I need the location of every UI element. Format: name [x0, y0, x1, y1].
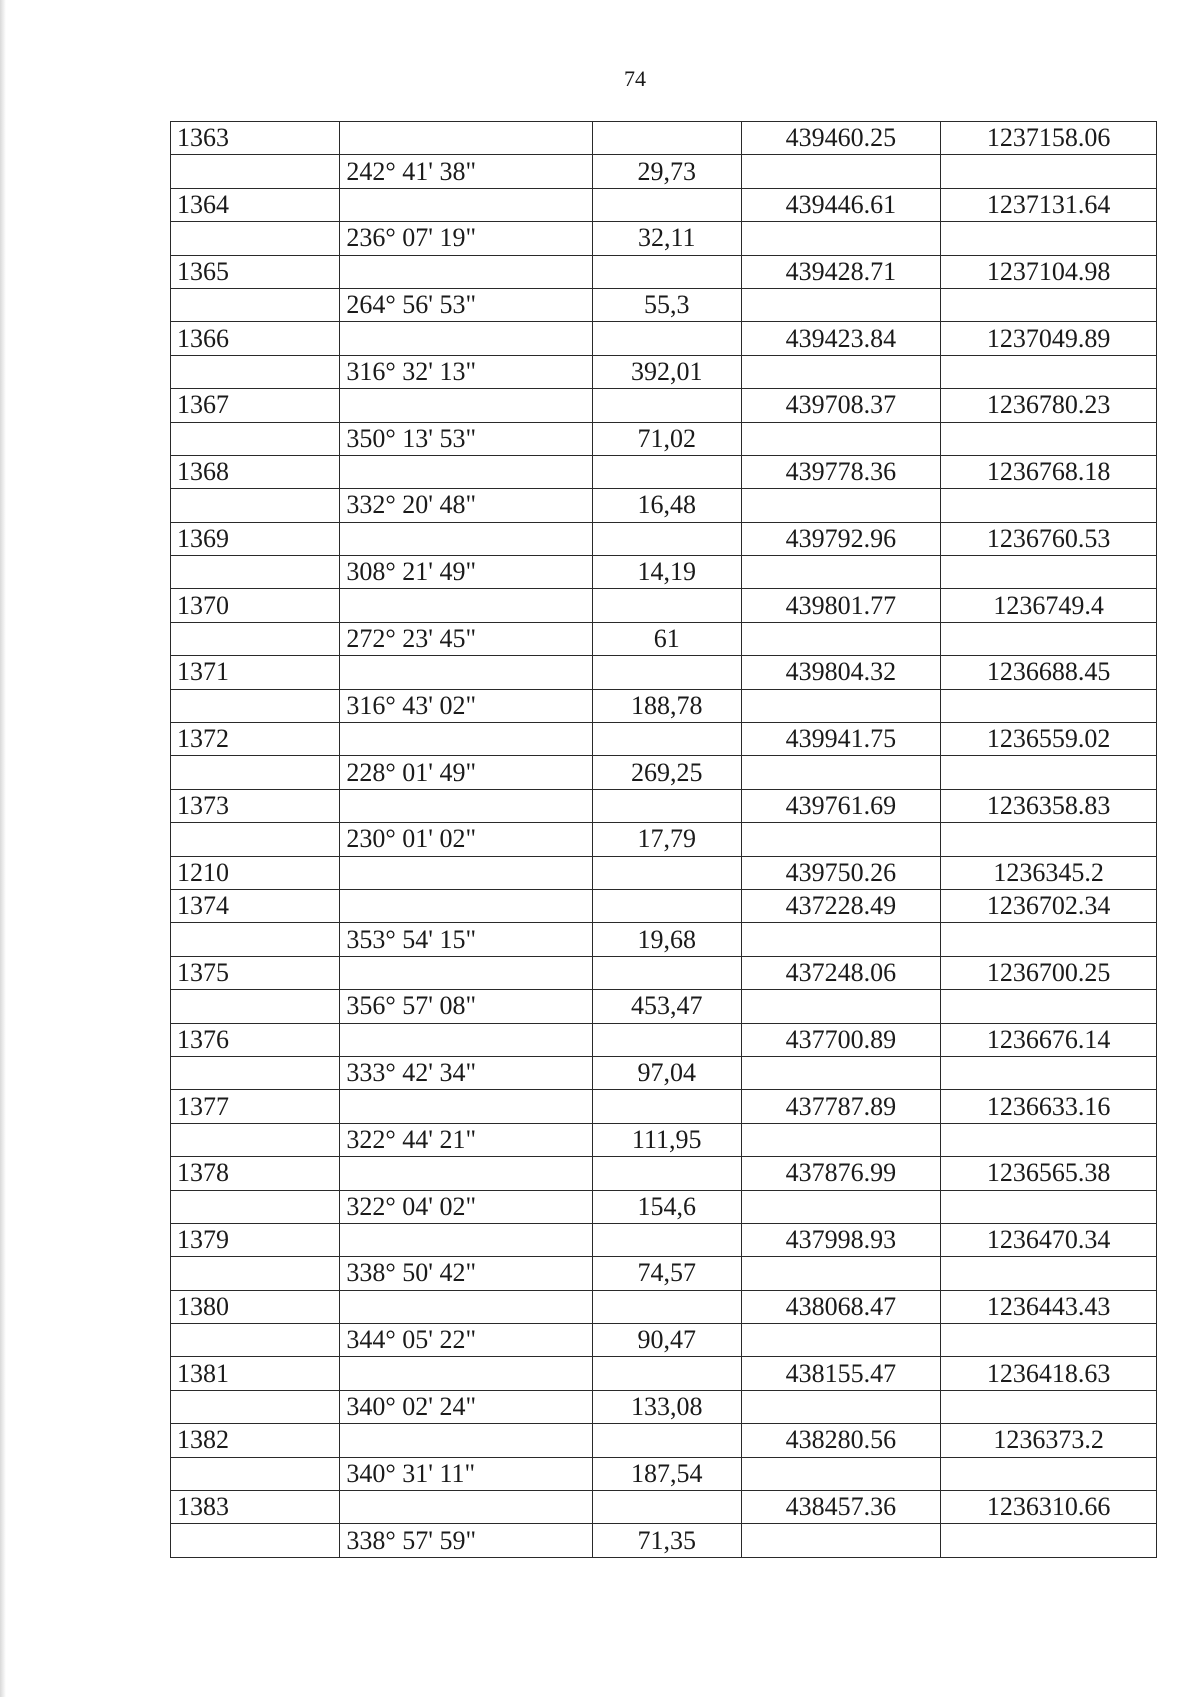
y-coordinate-cell — [941, 355, 1157, 388]
distance-cell — [592, 1290, 741, 1323]
distance-cell — [592, 1157, 741, 1190]
y-coordinate-cell — [941, 1524, 1157, 1557]
point-number-cell: 1373 — [171, 789, 340, 822]
distance-cell — [592, 322, 741, 355]
y-coordinate-cell: 1236768.18 — [941, 455, 1157, 488]
table-row — [171, 188, 1157, 221]
point-number-cell — [171, 923, 340, 956]
y-coordinate-cell — [941, 1324, 1157, 1357]
direction-angle-cell — [340, 188, 592, 221]
x-coordinate-cell — [741, 823, 941, 856]
table-row — [171, 1324, 1157, 1357]
y-coordinate-cell: 1236470.34 — [941, 1223, 1157, 1256]
table-row — [171, 1390, 1157, 1423]
point-number-cell: 1372 — [171, 723, 340, 756]
distance-cell — [592, 789, 741, 822]
distance-cell: 74,57 — [592, 1257, 741, 1290]
distance-cell — [592, 889, 741, 922]
direction-angle-cell — [340, 255, 592, 288]
x-coordinate-cell — [741, 1390, 941, 1423]
distance-cell — [592, 656, 741, 689]
table-row — [171, 556, 1157, 589]
direction-angle-cell: 350° 13' 53" — [340, 422, 592, 455]
distance-cell: 392,01 — [592, 355, 741, 388]
table-row — [171, 956, 1157, 989]
direction-angle-cell: 344° 05' 22" — [340, 1324, 592, 1357]
direction-angle-cell — [340, 1290, 592, 1323]
direction-angle-cell — [340, 956, 592, 989]
point-number-cell: 1369 — [171, 522, 340, 555]
table-row — [171, 322, 1157, 355]
direction-angle-cell — [340, 656, 592, 689]
point-number-cell — [171, 222, 340, 255]
distance-cell: 32,11 — [592, 222, 741, 255]
direction-angle-cell: 322° 44' 21" — [340, 1123, 592, 1156]
point-number-cell — [171, 1324, 340, 1357]
y-coordinate-cell: 1236559.02 — [941, 723, 1157, 756]
direction-angle-cell: 316° 43' 02" — [340, 689, 592, 722]
coordinates-table-container — [170, 121, 1157, 1558]
table-row — [171, 923, 1157, 956]
direction-angle-cell: 272° 23' 45" — [340, 622, 592, 655]
direction-angle-cell — [340, 122, 592, 155]
point-number-cell: 1371 — [171, 656, 340, 689]
distance-cell: 19,68 — [592, 923, 741, 956]
table-row — [171, 155, 1157, 188]
y-coordinate-cell — [941, 622, 1157, 655]
y-coordinate-cell — [941, 489, 1157, 522]
x-coordinate-cell — [741, 756, 941, 789]
y-coordinate-cell: 1237104.98 — [941, 255, 1157, 288]
x-coordinate-cell: 439460.25 — [741, 122, 941, 155]
table-row — [171, 1223, 1157, 1256]
y-coordinate-cell — [941, 1056, 1157, 1089]
distance-cell: 61 — [592, 622, 741, 655]
point-number-cell — [171, 1190, 340, 1223]
x-coordinate-cell — [741, 1257, 941, 1290]
distance-cell — [592, 956, 741, 989]
direction-angle-cell: 356° 57' 08" — [340, 990, 592, 1023]
table-row — [171, 1257, 1157, 1290]
point-number-cell: 1379 — [171, 1223, 340, 1256]
distance-cell — [592, 1023, 741, 1056]
x-coordinate-cell: 437248.06 — [741, 956, 941, 989]
table-row — [171, 1123, 1157, 1156]
distance-cell — [592, 522, 741, 555]
table-row — [171, 723, 1157, 756]
y-coordinate-cell — [941, 288, 1157, 321]
point-number-cell: 1375 — [171, 956, 340, 989]
x-coordinate-cell — [741, 923, 941, 956]
table-row — [171, 355, 1157, 388]
direction-angle-cell: 308° 21' 49" — [340, 556, 592, 589]
x-coordinate-cell: 439801.77 — [741, 589, 941, 622]
distance-cell — [592, 589, 741, 622]
table-row — [171, 689, 1157, 722]
direction-angle-cell — [340, 1223, 592, 1256]
point-number-cell: 1368 — [171, 455, 340, 488]
y-coordinate-cell: 1236310.66 — [941, 1491, 1157, 1524]
direction-angle-cell — [340, 789, 592, 822]
x-coordinate-cell: 438068.47 — [741, 1290, 941, 1323]
direction-angle-cell — [340, 455, 592, 488]
x-coordinate-cell — [741, 556, 941, 589]
x-coordinate-cell: 438280.56 — [741, 1424, 941, 1457]
y-coordinate-cell: 1236633.16 — [941, 1090, 1157, 1123]
direction-angle-cell — [340, 589, 592, 622]
table-row — [171, 823, 1157, 856]
x-coordinate-cell: 439792.96 — [741, 522, 941, 555]
point-number-cell: 1376 — [171, 1023, 340, 1056]
table-row — [171, 1023, 1157, 1056]
coordinates-table-body — [171, 122, 1157, 1558]
x-coordinate-cell: 439778.36 — [741, 455, 941, 488]
distance-cell — [592, 455, 741, 488]
table-row — [171, 1290, 1157, 1323]
y-coordinate-cell: 1236676.14 — [941, 1023, 1157, 1056]
distance-cell: 16,48 — [592, 489, 741, 522]
point-number-cell — [171, 355, 340, 388]
point-number-cell: 1378 — [171, 1157, 340, 1190]
point-number-cell — [171, 556, 340, 589]
y-coordinate-cell: 1236358.83 — [941, 789, 1157, 822]
direction-angle-cell — [340, 723, 592, 756]
distance-cell: 453,47 — [592, 990, 741, 1023]
distance-cell: 14,19 — [592, 556, 741, 589]
point-number-cell: 1382 — [171, 1424, 340, 1457]
distance-cell — [592, 856, 741, 889]
point-number-cell — [171, 1524, 340, 1557]
table-row — [171, 389, 1157, 422]
direction-angle-cell: 353° 54' 15" — [340, 923, 592, 956]
x-coordinate-cell — [741, 222, 941, 255]
table-row — [171, 1357, 1157, 1390]
y-coordinate-cell — [941, 1123, 1157, 1156]
direction-angle-cell — [340, 1157, 592, 1190]
point-number-cell — [171, 756, 340, 789]
table-row — [171, 1157, 1157, 1190]
scan-edge-shadow — [0, 0, 6, 1697]
x-coordinate-cell: 439423.84 — [741, 322, 941, 355]
point-number-cell — [171, 489, 340, 522]
x-coordinate-cell: 437700.89 — [741, 1023, 941, 1056]
y-coordinate-cell — [941, 1257, 1157, 1290]
page-number: 74 — [624, 66, 646, 91]
direction-angle-cell — [340, 389, 592, 422]
y-coordinate-cell — [941, 1390, 1157, 1423]
y-coordinate-cell: 1236780.23 — [941, 389, 1157, 422]
y-coordinate-cell: 1236443.43 — [941, 1290, 1157, 1323]
coordinates-table — [170, 121, 1157, 1558]
y-coordinate-cell: 1236700.25 — [941, 956, 1157, 989]
y-coordinate-cell: 1236749.4 — [941, 589, 1157, 622]
y-coordinate-cell: 1236702.34 — [941, 889, 1157, 922]
point-number-cell: 1367 — [171, 389, 340, 422]
distance-cell: 188,78 — [592, 689, 741, 722]
x-coordinate-cell: 437787.89 — [741, 1090, 941, 1123]
distance-cell — [592, 1357, 741, 1390]
point-number-cell: 1365 — [171, 255, 340, 288]
direction-angle-cell: 340° 02' 24" — [340, 1390, 592, 1423]
direction-angle-cell: 264° 56' 53" — [340, 288, 592, 321]
x-coordinate-cell: 439708.37 — [741, 389, 941, 422]
x-coordinate-cell — [741, 1324, 941, 1357]
x-coordinate-cell: 439446.61 — [741, 188, 941, 221]
direction-angle-cell: 242° 41' 38" — [340, 155, 592, 188]
point-number-cell: 1366 — [171, 322, 340, 355]
y-coordinate-cell: 1237158.06 — [941, 122, 1157, 155]
x-coordinate-cell — [741, 489, 941, 522]
direction-angle-cell — [340, 889, 592, 922]
y-coordinate-cell — [941, 1457, 1157, 1490]
direction-angle-cell: 236° 07' 19" — [340, 222, 592, 255]
table-row — [171, 1491, 1157, 1524]
table-row — [171, 522, 1157, 555]
point-number-cell: 1377 — [171, 1090, 340, 1123]
point-number-cell: 1381 — [171, 1357, 340, 1390]
x-coordinate-cell: 437998.93 — [741, 1223, 941, 1256]
x-coordinate-cell — [741, 1190, 941, 1223]
x-coordinate-cell: 437228.49 — [741, 889, 941, 922]
point-number-cell: 1374 — [171, 889, 340, 922]
x-coordinate-cell — [741, 1123, 941, 1156]
distance-cell: 133,08 — [592, 1390, 741, 1423]
y-coordinate-cell — [941, 422, 1157, 455]
y-coordinate-cell — [941, 990, 1157, 1023]
y-coordinate-cell — [941, 923, 1157, 956]
table-row — [171, 1457, 1157, 1490]
y-coordinate-cell — [941, 556, 1157, 589]
point-number-cell: 1364 — [171, 188, 340, 221]
table-row — [171, 455, 1157, 488]
direction-angle-cell: 332° 20' 48" — [340, 489, 592, 522]
y-coordinate-cell — [941, 689, 1157, 722]
direction-angle-cell: 316° 32' 13" — [340, 355, 592, 388]
table-row — [171, 422, 1157, 455]
table-row — [171, 1056, 1157, 1089]
distance-cell — [592, 1090, 741, 1123]
direction-angle-cell: 322° 04' 02" — [340, 1190, 592, 1223]
distance-cell: 71,35 — [592, 1524, 741, 1557]
distance-cell: 154,6 — [592, 1190, 741, 1223]
x-coordinate-cell: 439428.71 — [741, 255, 941, 288]
distance-cell — [592, 1223, 741, 1256]
distance-cell — [592, 255, 741, 288]
y-coordinate-cell — [941, 756, 1157, 789]
point-number-cell: 1380 — [171, 1290, 340, 1323]
point-number-cell — [171, 1257, 340, 1290]
x-coordinate-cell: 439941.75 — [741, 723, 941, 756]
x-coordinate-cell: 438155.47 — [741, 1357, 941, 1390]
direction-angle-cell: 230° 01' 02" — [340, 823, 592, 856]
distance-cell — [592, 389, 741, 422]
table-row — [171, 122, 1157, 155]
table-row — [171, 990, 1157, 1023]
x-coordinate-cell: 439804.32 — [741, 656, 941, 689]
distance-cell: 269,25 — [592, 756, 741, 789]
direction-angle-cell — [340, 1424, 592, 1457]
y-coordinate-cell: 1237049.89 — [941, 322, 1157, 355]
x-coordinate-cell — [741, 990, 941, 1023]
y-coordinate-cell — [941, 823, 1157, 856]
y-coordinate-cell: 1236760.53 — [941, 522, 1157, 555]
direction-angle-cell — [340, 1023, 592, 1056]
point-number-cell — [171, 622, 340, 655]
y-coordinate-cell: 1236345.2 — [941, 856, 1157, 889]
x-coordinate-cell: 438457.36 — [741, 1491, 941, 1524]
distance-cell — [592, 1491, 741, 1524]
x-coordinate-cell — [741, 622, 941, 655]
distance-cell — [592, 723, 741, 756]
point-number-cell — [171, 1056, 340, 1089]
distance-cell — [592, 1424, 741, 1457]
direction-angle-cell — [340, 1090, 592, 1123]
distance-cell — [592, 188, 741, 221]
table-row — [171, 255, 1157, 288]
x-coordinate-cell — [741, 155, 941, 188]
y-coordinate-cell: 1236688.45 — [941, 656, 1157, 689]
y-coordinate-cell — [941, 222, 1157, 255]
x-coordinate-cell: 439761.69 — [741, 789, 941, 822]
x-coordinate-cell — [741, 355, 941, 388]
table-row — [171, 1090, 1157, 1123]
table-row — [171, 889, 1157, 922]
direction-angle-cell — [340, 522, 592, 555]
distance-cell: 90,47 — [592, 1324, 741, 1357]
direction-angle-cell: 228° 01' 49" — [340, 756, 592, 789]
point-number-cell — [171, 1123, 340, 1156]
x-coordinate-cell — [741, 1524, 941, 1557]
table-row — [171, 656, 1157, 689]
direction-angle-cell: 338° 50' 42" — [340, 1257, 592, 1290]
point-number-cell: 1210 — [171, 856, 340, 889]
x-coordinate-cell — [741, 1056, 941, 1089]
table-row — [171, 1424, 1157, 1457]
table-row — [171, 222, 1157, 255]
point-number-cell: 1363 — [171, 122, 340, 155]
distance-cell: 97,04 — [592, 1056, 741, 1089]
table-row — [171, 789, 1157, 822]
y-coordinate-cell — [941, 155, 1157, 188]
table-row — [171, 489, 1157, 522]
distance-cell: 55,3 — [592, 288, 741, 321]
x-coordinate-cell — [741, 1457, 941, 1490]
direction-angle-cell — [340, 856, 592, 889]
point-number-cell — [171, 823, 340, 856]
point-number-cell — [171, 155, 340, 188]
table-row — [171, 1524, 1157, 1557]
direction-angle-cell: 333° 42' 34" — [340, 1056, 592, 1089]
distance-cell — [592, 122, 741, 155]
point-number-cell — [171, 422, 340, 455]
x-coordinate-cell: 439750.26 — [741, 856, 941, 889]
table-row — [171, 288, 1157, 321]
x-coordinate-cell: 437876.99 — [741, 1157, 941, 1190]
table-row — [171, 856, 1157, 889]
point-number-cell — [171, 288, 340, 321]
table-row — [171, 756, 1157, 789]
point-number-cell — [171, 1390, 340, 1423]
point-number-cell — [171, 990, 340, 1023]
distance-cell: 111,95 — [592, 1123, 741, 1156]
point-number-cell: 1383 — [171, 1491, 340, 1524]
y-coordinate-cell: 1236373.2 — [941, 1424, 1157, 1457]
point-number-cell: 1370 — [171, 589, 340, 622]
point-number-cell — [171, 689, 340, 722]
y-coordinate-cell: 1237131.64 — [941, 188, 1157, 221]
distance-cell: 187,54 — [592, 1457, 741, 1490]
distance-cell: 17,79 — [592, 823, 741, 856]
x-coordinate-cell — [741, 689, 941, 722]
point-number-cell — [171, 1457, 340, 1490]
direction-angle-cell: 338° 57' 59" — [340, 1524, 592, 1557]
direction-angle-cell — [340, 322, 592, 355]
distance-cell: 71,02 — [592, 422, 741, 455]
x-coordinate-cell — [741, 422, 941, 455]
direction-angle-cell: 340° 31' 11" — [340, 1457, 592, 1490]
table-row — [171, 622, 1157, 655]
table-row — [171, 1190, 1157, 1223]
table-row — [171, 589, 1157, 622]
distance-cell: 29,73 — [592, 155, 741, 188]
direction-angle-cell — [340, 1357, 592, 1390]
y-coordinate-cell — [941, 1190, 1157, 1223]
y-coordinate-cell: 1236565.38 — [941, 1157, 1157, 1190]
x-coordinate-cell — [741, 288, 941, 321]
direction-angle-cell — [340, 1491, 592, 1524]
y-coordinate-cell: 1236418.63 — [941, 1357, 1157, 1390]
